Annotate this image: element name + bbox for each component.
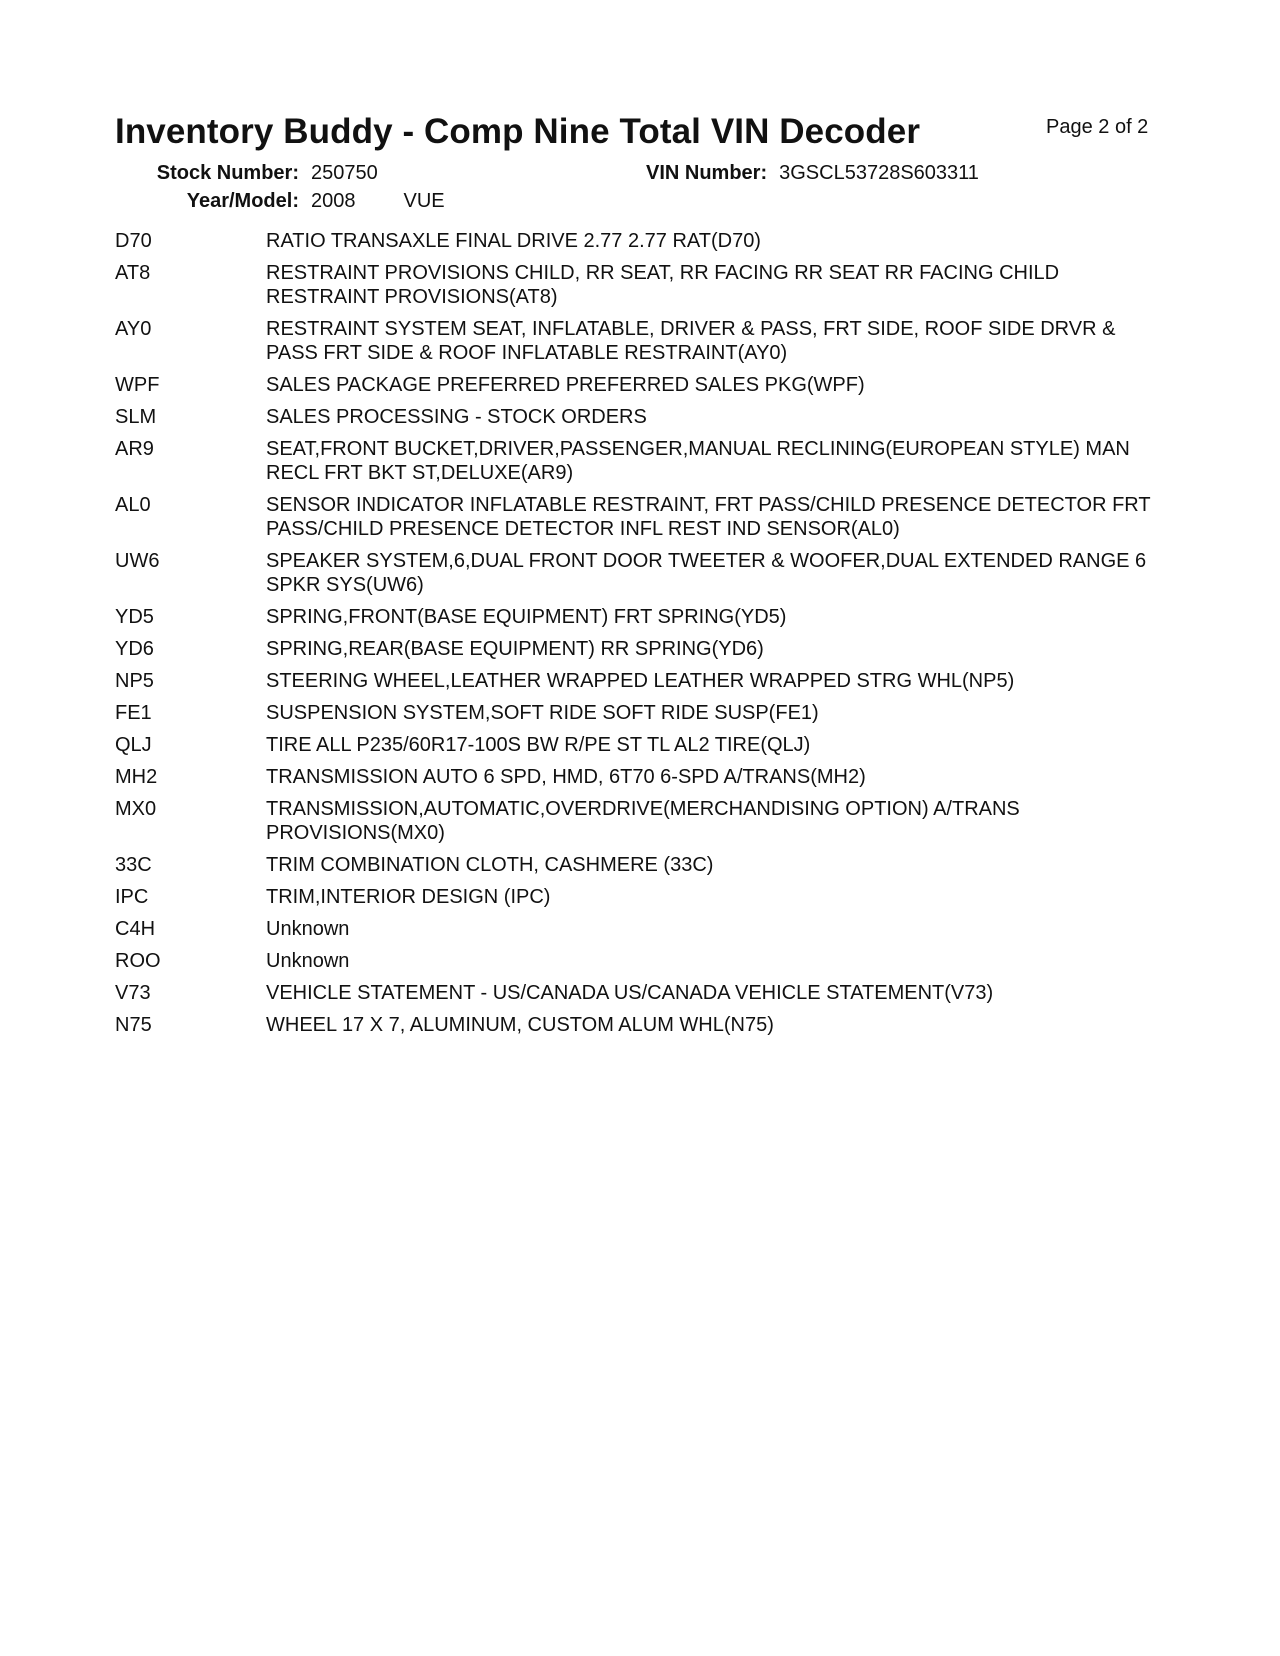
option-row [115, 373, 1170, 397]
option-code: AT8 [115, 262, 151, 284]
option-row [115, 701, 1170, 725]
model-value: VUE [403, 190, 445, 212]
option-code: MH2 [115, 766, 158, 788]
option-row [115, 669, 1170, 693]
option-description: TIRE ALL P235/60R17-100S BW R/PE ST TL AL2 TIRE(QLJ) [266, 734, 811, 756]
option-description: WHEEL 17 X 7, ALUMINUM, CUSTOM ALUM WHL(N75) [266, 1014, 774, 1036]
option-code: SLM [115, 406, 157, 428]
option-description: RATIO TRANSAXLE FINAL DRIVE 2.77 2.77 RAT(D70) [266, 230, 761, 252]
option-code: D70 [115, 230, 152, 252]
option-description: Unknown [266, 950, 350, 972]
option-row [115, 605, 1170, 629]
option-row [115, 885, 1170, 909]
option-row [115, 493, 1170, 541]
option-code: QLJ [115, 734, 152, 756]
option-description: RESTRAINT SYSTEM SEAT, INFLATABLE, DRIVER & PASS, FRT SIDE, ROOF SIDE DRVR & PASS FRT SIDE & ROOF INFLATABLE RESTRAINT(AY0) [266, 318, 1116, 364]
option-code: N75 [115, 1014, 152, 1036]
option-row [115, 405, 1170, 429]
option-description: SENSOR INDICATOR INFLATABLE RESTRAINT, FRT PASS/CHILD PRESENCE DETECTOR FRT PASS/CHILD PRESENCE DETECTOR INFL REST IND SENSOR(AL0) [266, 494, 1151, 540]
option-description: VEHICLE STATEMENT - US/CANADA US/CANADA VEHICLE STATEMENT(V73) [266, 982, 994, 1004]
option-code: FE1 [115, 702, 152, 724]
year-model-row [154, 190, 445, 213]
option-code: C4H [115, 918, 156, 940]
option-row [115, 261, 1170, 309]
vin-number-value: 3GSCL53728S603311 [779, 162, 979, 184]
option-code: 33C [115, 854, 152, 876]
option-code: YD6 [115, 638, 154, 660]
option-description: SPRING,FRONT(BASE EQUIPMENT) FRT SPRING(YD5) [266, 606, 787, 628]
option-code: V73 [115, 982, 151, 1004]
stock-number-row [154, 162, 378, 185]
option-description: SUSPENSION SYSTEM,SOFT RIDE SOFT RIDE SUSP(FE1) [266, 702, 819, 724]
option-description: TRANSMISSION,AUTOMATIC,OVERDRIVE(MERCHANDISING OPTION) A/TRANS PROVISIONS(MX0) [266, 798, 1020, 844]
option-code: UW6 [115, 550, 160, 572]
option-code: ROO [115, 950, 161, 972]
option-row [115, 1013, 1170, 1037]
option-row [115, 981, 1170, 1005]
option-row [115, 733, 1170, 757]
year-model-label: Year/Model: [186, 190, 299, 212]
option-code: WPF [115, 374, 160, 396]
option-code: AY0 [115, 318, 152, 340]
option-code: AL0 [115, 494, 151, 516]
option-description: RESTRAINT PROVISIONS CHILD, RR SEAT, RR FACING RR SEAT RR FACING CHILD RESTRAINT PROVISIONS(AT8) [266, 262, 1060, 308]
option-description: TRIM,INTERIOR DESIGN (IPC) [266, 886, 551, 908]
option-description: SALES PROCESSING - STOCK ORDERS [266, 406, 647, 428]
stock-number-value: 250750 [311, 162, 378, 184]
option-row [115, 229, 1170, 253]
option-row [115, 437, 1170, 485]
option-row [115, 637, 1170, 661]
option-description: SALES PACKAGE PREFERRED PREFERRED SALES PKG(WPF) [266, 374, 865, 396]
option-row [115, 853, 1170, 877]
option-code-list [115, 229, 1170, 1045]
option-code: IPC [115, 886, 149, 908]
year-value: 2008 [311, 190, 356, 212]
vin-number-label: VIN Number: [646, 162, 768, 184]
option-code: NP5 [115, 670, 154, 692]
option-description: TRIM COMBINATION CLOTH, CASHMERE (33C) [266, 854, 714, 876]
option-row [115, 949, 1170, 973]
option-code: YD5 [115, 606, 154, 628]
vin-number-row [646, 162, 979, 185]
page-indicator: Page 2 of 2 [1046, 116, 1149, 138]
option-row [115, 317, 1170, 365]
option-code: MX0 [115, 798, 157, 820]
page-title: Inventory Buddy - Comp Nine Total VIN Decoder [115, 112, 921, 151]
option-row [115, 797, 1170, 845]
option-description: SEAT,FRONT BUCKET,DRIVER,PASSENGER,MANUAL RECLINING(EUROPEAN STYLE) MAN RECL FRT BKT ST,DELUXE(AR9) [266, 438, 1130, 484]
option-description: Unknown [266, 918, 350, 940]
option-row [115, 765, 1170, 789]
option-description: STEERING WHEEL,LEATHER WRAPPED LEATHER WRAPPED STRG WHL(NP5) [266, 670, 1015, 692]
option-row [115, 917, 1170, 941]
option-description: TRANSMISSION AUTO 6 SPD, HMD, 6T70 6-SPD A/TRANS(MH2) [266, 766, 866, 788]
option-code: AR9 [115, 438, 154, 460]
stock-number-label: Stock Number: [156, 162, 299, 184]
option-description: SPRING,REAR(BASE EQUIPMENT) RR SPRING(YD6) [266, 638, 764, 660]
option-row [115, 549, 1170, 597]
option-description: SPEAKER SYSTEM,6,DUAL FRONT DOOR TWEETER & WOOFER,DUAL EXTENDED RANGE 6 SPKR SYS(UW6) [266, 550, 1147, 596]
